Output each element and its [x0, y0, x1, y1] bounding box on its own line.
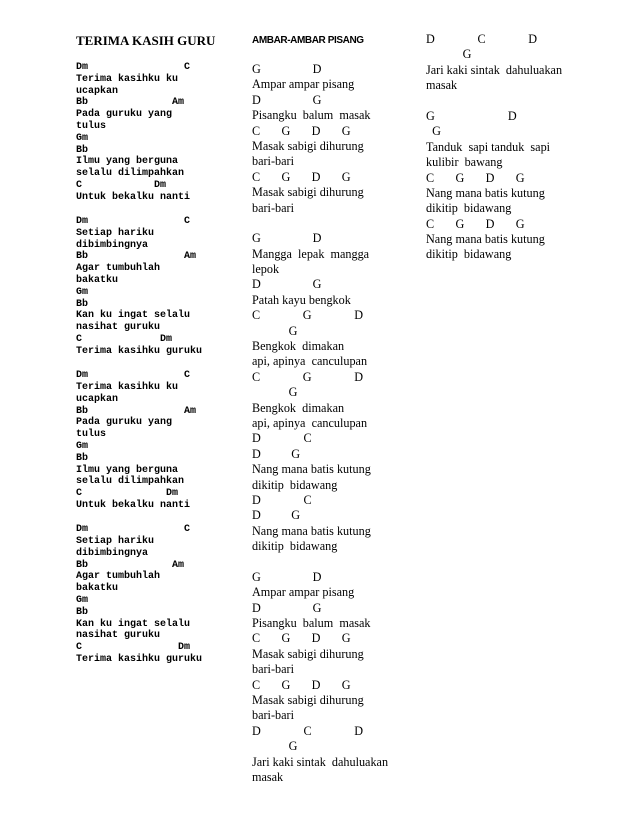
lyric-line: G	[252, 739, 298, 754]
lyric-line: D C D	[426, 32, 538, 46]
lyric-line: Bb	[76, 606, 89, 618]
lyric-line: nasihat guruku	[76, 322, 161, 334]
lyric-line: Pisangku balum masak	[252, 616, 371, 631]
lyric-line: C G D G	[426, 170, 525, 185]
lyric-line: Bb	[76, 298, 89, 310]
lyric-line: Dm C	[76, 524, 191, 536]
lyric-line: tulus	[76, 429, 107, 441]
lyric-line: bari-bari	[252, 662, 294, 677]
lyric-line: Ilmu yang berguna	[76, 156, 179, 168]
lyric-line: Ilmu yang berguna	[76, 464, 179, 476]
lyric-line: Jari kaki sintak dahuluakan	[426, 62, 563, 77]
lyric-line: C G D	[252, 369, 364, 384]
lyric-line: Agar tumbuhlah	[76, 263, 161, 275]
stanza-gap	[252, 555, 397, 570]
lyric-line: D G	[252, 92, 322, 107]
lyric-line: G	[252, 323, 298, 338]
song-title-terima-kasih-guru: TERIMA KASIH GURU	[76, 33, 216, 48]
lyric-line: C G D G	[252, 123, 351, 138]
lyric-line: api, apinya canculupan	[252, 354, 368, 369]
lyric-line: bari-bari	[252, 200, 294, 215]
lyric-line: Masak sabigi dihurung	[252, 185, 364, 200]
lyric-line: Tanduk sapi tanduk sapi	[426, 139, 551, 154]
lyric-line: Bengkok dimakan	[252, 400, 345, 415]
lyric-line: G D	[252, 62, 322, 76]
stanza-gap	[76, 358, 216, 371]
lyric-line: D G	[252, 600, 322, 615]
lyric-line: Nang mana batis kutung	[252, 523, 371, 538]
lyric-line: selalu dilimpahkan	[76, 476, 185, 488]
lyric-line: Mangga lepak mangga	[252, 246, 370, 261]
lyric-line: Ampar ampar pisang	[252, 585, 355, 600]
lyric-line: ucapkan	[76, 393, 119, 405]
lyric-line: Dm C	[76, 62, 191, 73]
lyric-line: Terima kasihku ku	[76, 381, 179, 393]
lyric-line: Bb	[76, 452, 89, 464]
lyric-line: dibimbingnya	[76, 547, 149, 559]
lyric-line: dikitip bidawang	[426, 201, 512, 216]
lyric-line: Ampar ampar pisang	[252, 77, 355, 92]
lyric-line: Pada guruku yang	[76, 109, 173, 121]
lyric-line: Gm	[76, 286, 89, 298]
lyric-line: dikitip bidawang	[252, 477, 338, 492]
lyric-line: Nang mana batis kutung	[426, 185, 545, 200]
lyrics-column-ambar-ambar-pisang	[252, 62, 397, 785]
lyric-line: Dm C	[76, 370, 191, 382]
lyric-line: nasihat guruku	[76, 630, 161, 642]
song-title-ambar-ambar-pisang: AMBAR-AMBAR PISANG	[252, 35, 364, 46]
lyric-line: C G D G	[252, 677, 351, 692]
lyric-line: Bb Am	[76, 559, 185, 571]
lyric-line: dibimbingnya	[76, 239, 149, 251]
lyrics-column-ambar-ambar-pisang-continued	[426, 32, 571, 263]
lyric-line: Terima kasihku guruku	[76, 345, 203, 357]
lyric-line: tulus	[76, 120, 107, 132]
lyric-line: bari-bari	[252, 708, 294, 723]
lyric-line: Setiap hariku	[76, 227, 155, 239]
lyric-line: Pada guruku yang	[76, 417, 173, 429]
lyric-line: Untuk bekalku nanti	[76, 191, 191, 203]
lyric-line: Bengkok dimakan	[252, 339, 345, 354]
stanza-gap	[426, 94, 571, 109]
lyric-line: Untuk bekalku nanti	[76, 499, 191, 511]
lyric-line: Patah kayu bengkok	[252, 292, 351, 307]
lyric-line: C Dm	[76, 488, 179, 500]
lyric-line: G	[426, 47, 472, 62]
lyric-line: Kan ku ingat selalu	[76, 310, 191, 322]
lyric-line: Bb	[76, 144, 89, 156]
lyric-line: api, apinya canculupan	[252, 415, 368, 430]
lyric-line: D C	[252, 492, 312, 507]
lyric-line: bakatku	[76, 275, 119, 287]
lyric-line: dikitip bidawang	[426, 247, 512, 262]
lyric-line: Pisangku balum masak	[252, 108, 371, 123]
lyric-line: G D	[252, 569, 322, 584]
lyric-line: Masak sabigi dihurung	[252, 138, 364, 153]
lyric-line: Bb Am	[76, 251, 197, 263]
lyric-line: Jari kaki sintak dahuluakan	[252, 754, 389, 769]
lyric-line: Setiap hariku	[76, 535, 155, 547]
lyric-line: C G D	[252, 308, 364, 323]
lyric-line: Gm	[76, 594, 89, 606]
lyric-line: lepok	[252, 262, 280, 277]
lyric-line: D C D	[252, 723, 364, 738]
lyric-line: Nang mana batis kutung	[426, 232, 545, 247]
lyric-line: Bb Am	[76, 405, 197, 417]
lyric-line: G	[426, 124, 441, 139]
lyric-line: G D	[252, 231, 322, 246]
lyric-line: Agar tumbuhlah	[76, 571, 161, 583]
lyric-line: D G	[252, 446, 301, 461]
lyric-line: Kan ku ingat selalu	[76, 618, 191, 630]
lyric-line: Gm	[76, 132, 89, 144]
lyric-line: G D	[426, 108, 517, 123]
lyric-line: Masak sabigi dihurung	[252, 693, 364, 708]
lyric-line: Dm C	[76, 216, 191, 228]
lyric-line: Bb Am	[76, 97, 185, 109]
lyric-line: dikitip bidawang	[252, 539, 338, 554]
lyric-line: Masak sabigi dihurung	[252, 646, 364, 661]
lyric-line: C G D G	[252, 169, 351, 184]
stanza-gap	[76, 512, 216, 525]
lyric-line: D G	[252, 508, 301, 523]
lyrics-column-terima-kasih-guru	[76, 62, 216, 666]
lyric-line: Nang mana batis kutung	[252, 462, 371, 477]
lyric-line: D C	[252, 431, 312, 446]
stanza-gap	[252, 216, 397, 231]
lyric-line: C G D G	[426, 216, 525, 231]
lyric-line: C G D G	[252, 631, 351, 646]
lyric-line: masak	[252, 769, 284, 784]
lyric-line: C Dm	[76, 179, 167, 191]
lyric-line: Terima kasihku guruku	[76, 653, 203, 665]
stanza-gap	[76, 204, 216, 217]
lyric-line: bakatku	[76, 583, 119, 595]
lyric-line: selalu dilimpahkan	[76, 168, 185, 180]
lyric-line: D G	[252, 277, 322, 292]
lyric-line: bari-bari	[252, 154, 294, 169]
lyric-line: C Dm	[76, 334, 173, 346]
lyric-line: Terima kasihku ku	[76, 73, 179, 85]
lyric-line: ucapkan	[76, 85, 119, 97]
lyric-line: G	[252, 385, 298, 400]
lyric-line: Gm	[76, 440, 89, 452]
lyric-line: masak	[426, 78, 458, 93]
lyric-line: kulibir bawang	[426, 155, 503, 170]
lyric-line: C Dm	[76, 642, 191, 654]
